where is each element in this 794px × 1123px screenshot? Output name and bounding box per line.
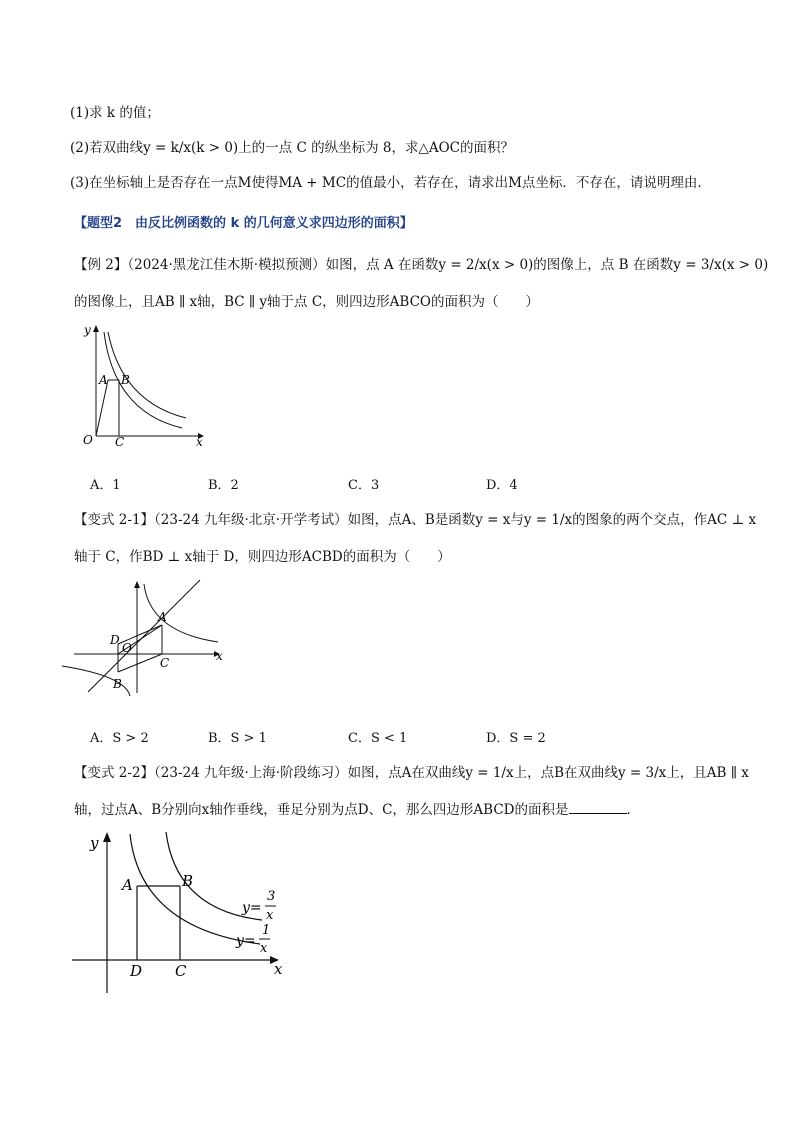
fig1-y-label: y bbox=[84, 323, 91, 337]
fig3-D-label: D bbox=[130, 962, 143, 980]
variant22-line2-text: 轴，过点A、B分别向x轴作垂线，垂足分别为点D、C，那么四边形ABCD的面积是 bbox=[74, 802, 569, 818]
fig1-C-label: C bbox=[115, 435, 125, 449]
option-d[interactable]: D．S = 2 bbox=[486, 731, 546, 746]
fig3-A-label: A bbox=[122, 876, 133, 894]
fig1-A-label: A bbox=[99, 373, 108, 387]
variant22-line1: 【变式 2-2】（23-24 九年级·上海·阶段练习）如图，点A在双曲线y = 1/x上，点B在双曲线y = 3/x上，且AB ∥ x bbox=[74, 765, 749, 781]
option-a[interactable]: A．1 bbox=[90, 478, 121, 493]
option-a[interactable]: A．S > 2 bbox=[90, 731, 149, 746]
fig1-B-label: B bbox=[121, 373, 130, 387]
option-c[interactable]: C．3 bbox=[348, 478, 380, 493]
curve1-num: 3 bbox=[267, 889, 276, 904]
fig2-D-label: D bbox=[110, 633, 120, 647]
fig3-B-label: B bbox=[182, 872, 194, 890]
fig3-y-label: y bbox=[90, 834, 99, 852]
curve2-den: x bbox=[260, 941, 268, 956]
option-c[interactable]: C．S < 1 bbox=[348, 731, 408, 746]
option-b[interactable]: B．S > 1 bbox=[208, 731, 267, 746]
example2-figure bbox=[70, 322, 210, 452]
q1-part1: (1)求 k 的值； bbox=[70, 105, 160, 121]
variant21-line2: 轴于 C，作BD ⊥ x轴于 D，则四边形ACBD的面积为（ ） bbox=[74, 549, 451, 565]
variant21-figure bbox=[70, 578, 230, 698]
q1-part3: (3)在坐标轴上是否存在一点M使得MA + MC的值最小，若存在，请求出M点坐标．不存在，请说明理由． bbox=[70, 175, 711, 191]
curve2-eq: y= bbox=[236, 933, 256, 949]
fig2-B-label: B bbox=[113, 677, 122, 691]
example2-line1: 【例 2】（2024·黑龙江佳木斯·模拟预测）如图，点 A 在函数y = 2/x(x > 0)的图像上，点 B 在函数y = 3/x(x > 0) bbox=[74, 257, 769, 273]
variant22-line2 bbox=[74, 800, 640, 820]
example2-line2: 的图像上，且AB ∥ x轴，BC ∥ y轴于点 C，则四边形ABCO的面积为（ ） bbox=[74, 294, 539, 310]
section-title: 【题型2 由反比例函数的 k 的几何意义求四边形的面积】 bbox=[74, 216, 413, 231]
variant21-line1: 【变式 2-1】（23-24 九年级·北京·开学考试）如图，点A、B是函数y = x与y = 1/x的图象的两个交点，作AC ⊥ x bbox=[74, 512, 757, 528]
fig1-O-label: O bbox=[83, 433, 93, 447]
curve2-num: 1 bbox=[262, 923, 271, 938]
fig2-A-label: A bbox=[158, 610, 167, 624]
option-b[interactable]: B．2 bbox=[208, 478, 239, 493]
fig2-x-label: x bbox=[216, 649, 223, 663]
curve1-den: x bbox=[266, 908, 274, 923]
fig2-O-label: O bbox=[122, 641, 132, 655]
fig2-C-label: C bbox=[160, 656, 170, 670]
fig3-x-label: x bbox=[274, 960, 283, 978]
variant22-figure bbox=[70, 828, 300, 998]
option-d[interactable]: D．4 bbox=[486, 478, 518, 493]
q1-part2: (2)若双曲线y = k/x(k > 0)上的一点 C 的纵坐标为 8，求△AOC的面积？ bbox=[70, 140, 515, 156]
fig3-C-label: C bbox=[175, 962, 187, 980]
variant22-line2-end: ． bbox=[626, 802, 641, 818]
fig1-x-label: x bbox=[196, 435, 203, 449]
answer-blank[interactable] bbox=[569, 801, 627, 814]
curve1-eq: y= bbox=[242, 900, 262, 916]
